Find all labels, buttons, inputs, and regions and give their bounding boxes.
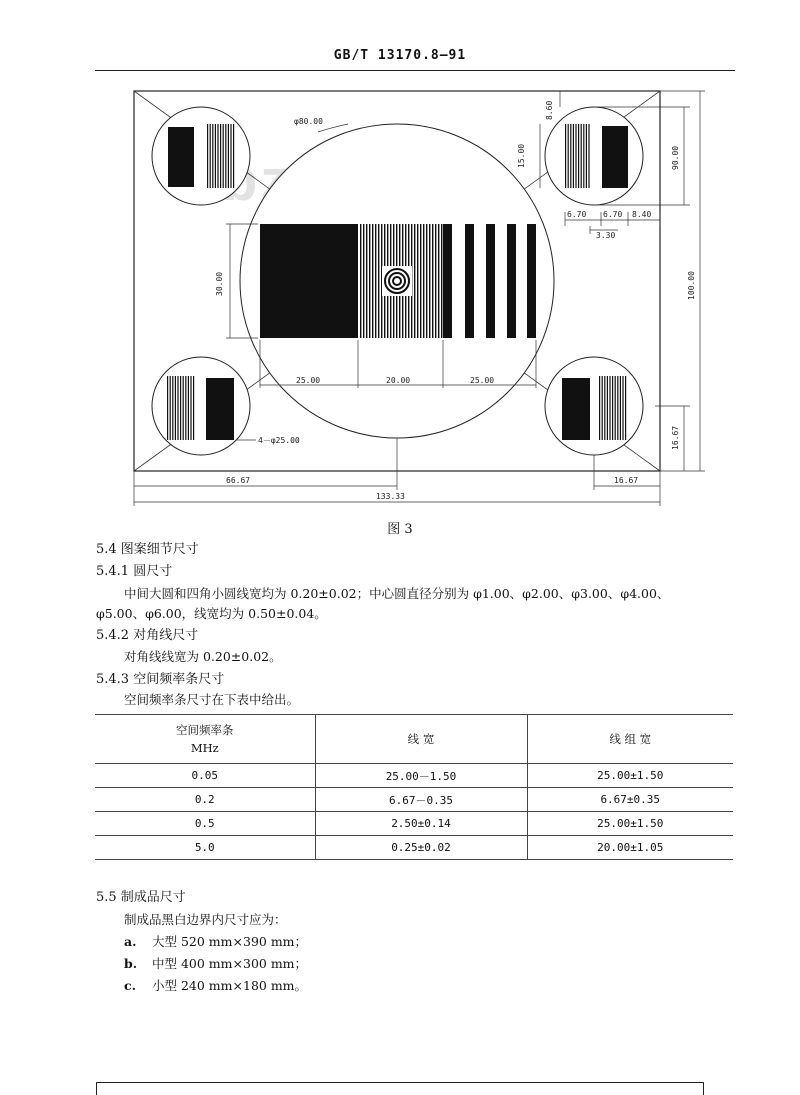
section-5-4-2-text: 对角线线宽为 0.20±0.02。 [124, 649, 282, 664]
dim-big-circle: φ80.00 [294, 117, 323, 126]
list-marker: c. [124, 978, 136, 993]
frequency-bar [429, 224, 430, 338]
frequency-bar [423, 224, 424, 338]
section-5-4-2-heading: 5.4.2 对角线尺寸 [96, 628, 199, 643]
frequency-bar [617, 376, 618, 440]
frequency-bar [372, 224, 373, 338]
frequency-bar [612, 376, 613, 440]
frequency-bar [438, 224, 439, 338]
test-pattern-figure [0, 0, 800, 540]
frequency-bar [414, 224, 415, 338]
cell-line-width: 0.25±0.02 [315, 836, 527, 860]
dim-330: 3.30 [596, 231, 616, 240]
dim-2500a: 25.00 [296, 376, 321, 385]
frequency-bar [190, 376, 191, 440]
dim-670a: 6.70 [567, 210, 587, 219]
list-item [124, 932, 307, 952]
frequency-bar [193, 376, 194, 440]
frequency-bar [375, 224, 376, 338]
frequency-bar [207, 124, 208, 188]
header-line-width: 线 宽 [315, 715, 527, 764]
dim-1500: 15.00 [517, 143, 526, 168]
frequency-bar [586, 124, 587, 188]
dim-small-circles: 4－φ25.00 [258, 436, 300, 445]
frequency-bar [573, 124, 574, 188]
cell-group-width: 25.00±1.50 [527, 812, 733, 836]
dim-1667b: 16.67 [614, 476, 639, 485]
frequency-bar [223, 124, 224, 188]
frequency-bar [568, 124, 569, 188]
frequency-bar [615, 376, 616, 440]
frequency-bar [217, 124, 218, 188]
frequency-bar [180, 376, 181, 440]
frequency-bar [625, 376, 626, 440]
frequency-bar [220, 124, 221, 188]
cell-line-width: 2.50±0.14 [315, 812, 527, 836]
dim-13333: 133.33 [376, 492, 405, 501]
table-row [95, 812, 733, 836]
frequency-bar [360, 224, 361, 338]
frequency-bar [183, 376, 184, 440]
frequency-bar [599, 376, 600, 440]
dim-840: 8.40 [632, 210, 652, 219]
frequency-bar [570, 124, 571, 188]
footer-frame [96, 1082, 704, 1095]
frequency-bar [581, 124, 582, 188]
dim-670b: 6.70 [603, 210, 623, 219]
frequency-bar [170, 376, 171, 440]
list-marker: a. [124, 934, 137, 949]
dim-10000: 100.00 [687, 271, 696, 300]
frequency-bar [228, 124, 229, 188]
frequency-bar [578, 124, 579, 188]
cell-frequency: 5.0 [95, 836, 315, 860]
section-5-4-3-heading: 5.4.3 空间频率条尺寸 [96, 672, 225, 687]
table-row [95, 836, 733, 860]
cell-group-width: 25.00±1.50 [527, 764, 733, 788]
list-text: 中型 400 mm×300 mm； [152, 956, 308, 971]
header-frequency-label: 空间频率条 [176, 723, 234, 737]
cell-frequency: 0.2 [95, 788, 315, 812]
section-5-4-heading: 5.4 图案细节尺寸 [96, 542, 199, 557]
corner-circle-bottom-right [545, 357, 643, 455]
frequency-bar [441, 224, 442, 338]
dim-2500b: 25.00 [470, 376, 495, 385]
spatial-frequency-table [95, 714, 733, 860]
frequency-bar [185, 376, 186, 440]
frequency-bar [225, 124, 226, 188]
list-marker: b. [124, 956, 138, 971]
frequency-bar [432, 224, 433, 338]
frequency-bar [420, 224, 421, 338]
section-5-4-3-text: 空间频率条尺寸在下表中给出。 [124, 692, 300, 707]
table-row [95, 788, 733, 812]
frequency-bar [575, 124, 576, 188]
corner-circle-top-left [152, 107, 250, 205]
header-frequency [95, 715, 315, 764]
frequency-bar [212, 124, 213, 188]
header-group-width: 线 组 宽 [527, 715, 733, 764]
cell-group-width: 6.67±0.35 [527, 788, 733, 812]
table-header-row [95, 715, 733, 764]
cell-frequency: 0.5 [95, 812, 315, 836]
section-5-4-1-text-line2: φ5.00、φ6.00，线宽均为 0.50±0.04。 [96, 606, 327, 621]
frequency-bar [583, 124, 584, 188]
cell-line-width: 25.00－1.50 [315, 764, 527, 788]
cell-frequency: 0.05 [95, 764, 315, 788]
frequency-bar [233, 124, 234, 188]
section-5-5-text: 制成品黑白边界内尺寸应为： [124, 912, 287, 927]
frequency-bar [366, 224, 367, 338]
frequency-bar [188, 376, 189, 440]
corner-circle-top-right [545, 107, 643, 205]
section-5-4-1-heading: 5.4.1 圆尺寸 [96, 564, 173, 579]
frequency-bar [230, 124, 231, 188]
figure-caption: 图 3 [387, 522, 413, 537]
frequency-bar [588, 124, 589, 188]
table-row [95, 764, 733, 788]
frequency-bar [602, 376, 603, 440]
corner-circle-bottom-left [152, 357, 250, 455]
frequency-bar [435, 224, 436, 338]
dim-3000: 30.00 [215, 271, 224, 296]
dim-9000: 90.00 [671, 145, 680, 170]
list-text: 大型 520 mm×390 mm； [152, 934, 308, 949]
section-5-4-1-text-line1: 中间大圆和四角小圆线宽均为 0.20±0.02；中心圆直径分别为 φ1.00、φ2.00、φ3.00、φ4.00、 [124, 586, 670, 601]
frequency-bar [175, 376, 176, 440]
frequency-bar [565, 124, 566, 188]
frequency-bar [177, 376, 178, 440]
dim-6667: 66.67 [226, 476, 251, 485]
cell-line-width: 6.67－0.35 [315, 788, 527, 812]
header-frequency-unit: MHz [190, 741, 219, 755]
frequency-bar [604, 376, 605, 440]
frequency-bar [369, 224, 370, 338]
list-item [124, 954, 307, 974]
frequency-bar [378, 224, 379, 338]
standard-number-header: GB/T 13170.8—91 [333, 48, 467, 63]
section-5-5-heading: 5.5 制成品尺寸 [96, 890, 186, 905]
frequency-bar [622, 376, 623, 440]
frequency-bar [426, 224, 427, 338]
frequency-bar [607, 376, 608, 440]
dim-860: 8.60 [545, 100, 554, 120]
frequency-bar [215, 124, 216, 188]
frequency-bar [172, 376, 173, 440]
cell-group-width: 20.00±1.05 [527, 836, 733, 860]
frequency-bar [167, 376, 168, 440]
dim-1667a: 16.67 [671, 425, 680, 450]
frequency-bar [417, 224, 418, 338]
frequency-bar [609, 376, 610, 440]
list-text: 小型 240 mm×180 mm。 [152, 978, 308, 993]
dim-2000: 20.00 [386, 376, 411, 385]
frequency-bar [620, 376, 621, 440]
frequency-bar [210, 124, 211, 188]
frequency-bar [363, 224, 364, 338]
list-item [124, 976, 307, 996]
